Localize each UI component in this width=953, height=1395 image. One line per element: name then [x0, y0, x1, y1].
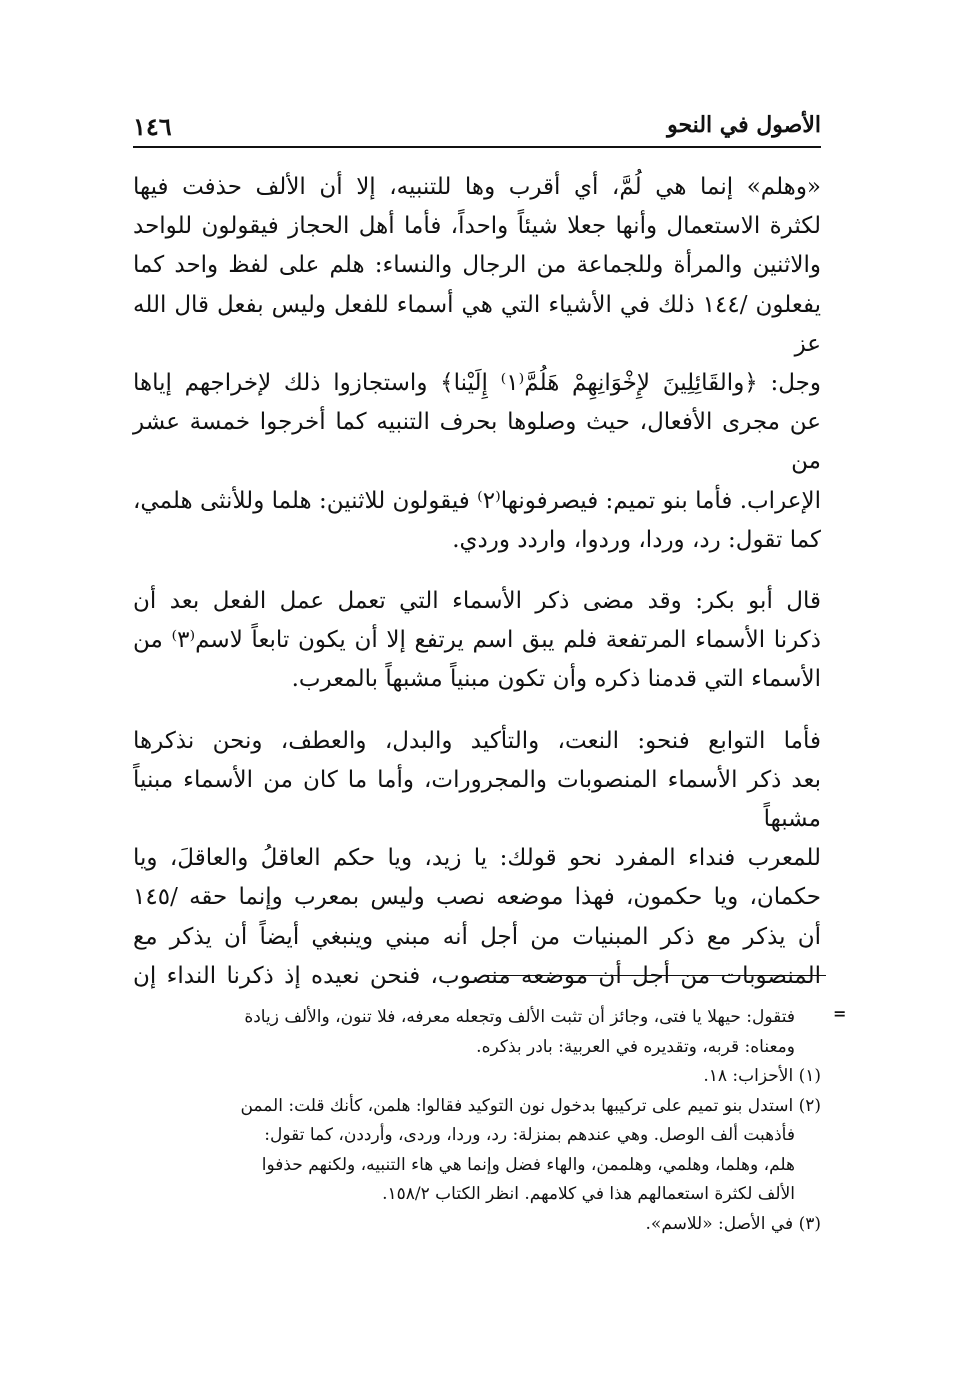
- paragraph-2: [133, 582, 821, 700]
- text-line: الأسماء التي قدمنا ذكره وأن تكون مبنياً مشبهاً بالمعرب.: [291, 666, 821, 693]
- main-text: [133, 168, 821, 1018]
- footnote-line: (٢) استدل بنو تميم على تركيبها بدخول نون التوكيد فقالوا: هلمن، كأنك قلت: الممن: [240, 1095, 821, 1116]
- text-line: حكمان، ويا حكمون، فهذا موضعه نصب وليس بمعرب وإنما حقه /١٤٥: [133, 884, 821, 911]
- footnote-line: ومعناه: قربه، وتقديره في العربية: بادر بذكره.: [476, 1036, 795, 1057]
- text-line: قال أبو بكر: وقد مضى ذكر الأسماء التي تعمل عمل الفعل بعد أن: [133, 588, 821, 615]
- footnote-line: (٣) في الأصل: «للاسم».: [645, 1213, 821, 1234]
- text-line: عن مجرى الأفعال، حيث وصلوها بحرف التنبيه كما أخرجوا خمسة عشر من: [133, 409, 821, 475]
- text-line: ذكرنا الأسماء المرتفعة فلم يبق اسم يرتفع إلا أن يكون تابعاً لاسم⁽٣⁾ من: [133, 627, 821, 654]
- footnote-line: (١) الأحزاب: ١٨.: [703, 1066, 821, 1086]
- text-line: أن يذكر مع ذكر المبنيات من أجل أنه مبني وينبغي أيضاً أن يذكر مع: [133, 923, 821, 950]
- text-line: المنصوبات من أجل أن موضعه منصوب، فنحن نعيده إذ ذكرنا النداء إن: [133, 962, 821, 989]
- text-line: وجل: ﴿والقَائِلِينَ لإِخْوَانِهِمْ هَلُمَّ⁽١⁾ إِلَيْنا﴾ واستجازوا ذلك لإخراجهم إياها: [133, 370, 821, 397]
- paragraph-1: [133, 168, 821, 560]
- text-line: فأما التوابع فنحو: النعت، والتأكيد والبدل، والعطف، ونحن نذكرها: [133, 727, 821, 754]
- text-line: للمعرب فنداء المفرد نحو قولك: يا زيد، ويا حكم العاقلُ والعاقلَ، ويا: [133, 845, 821, 872]
- text-line: كما تقول: رد، وردا، وردوا، واردد وردي.: [452, 526, 821, 553]
- book-title: الأصول في النحو: [667, 112, 821, 138]
- text-line: يفعلون /١٤٤ ذلك في الأشياء التي هي أسماء للفعل وليس بفعل قال الله عز: [133, 291, 821, 357]
- footnote-separator: [483, 975, 826, 976]
- page-number: ١٤٦: [133, 112, 172, 141]
- footnote-line: فأذهبت ألف الوصل. وهي عندهم بمنزلة: رد، وردا، وردى، وأرددن، كما تقول:: [264, 1125, 795, 1145]
- text-line: الإعراب. فأما بنو تميم: فيصرفونها⁽٢⁾ فيقولون للاثنين: هلما وللأنثى هلمي،: [133, 487, 821, 514]
- footnotes: [133, 1003, 821, 1239]
- footnote-line: فتقول: حيهلا يا فتى، وجائز أن تثبت الألف وتجعله معرفه، فلا تنون، والألف زيادة: [244, 1007, 795, 1027]
- text-line: بعد ذكر الأسماء المنصوبات والمجرورات، وأما ما كان من الأسماء مبنياً مشبهاً: [133, 766, 821, 833]
- text-line: لكثرة الاستعمال وأنها جعلا شيئاً واحداً، فأما أهل الحجاز فيقولون للواحد: [133, 213, 821, 240]
- footnote-line: الألف لكثرة استعمالهم هذا في كلامهم. انظر الكتاب ١٥٨/٢.: [382, 1184, 795, 1204]
- paragraph-3: [133, 722, 821, 996]
- text-line: «وهلم» إنما هي لُمَّ، أي أقرب وها للتنبيه، إلا أن الألف حذفت فيها: [133, 174, 821, 200]
- text-line: والاثنين والمرأة وللجماعة من الرجال والنساء: هلم على لفظ واحد كما: [133, 252, 821, 279]
- footnote-continuation-mark: =: [833, 1004, 847, 1023]
- running-header: [133, 112, 821, 148]
- footnote-line: هلم، وهلما، وهلمي، وهلممن، والهاء فضل وإنما هي هاء التنبيه، ولكنهم حذفوا: [261, 1154, 795, 1175]
